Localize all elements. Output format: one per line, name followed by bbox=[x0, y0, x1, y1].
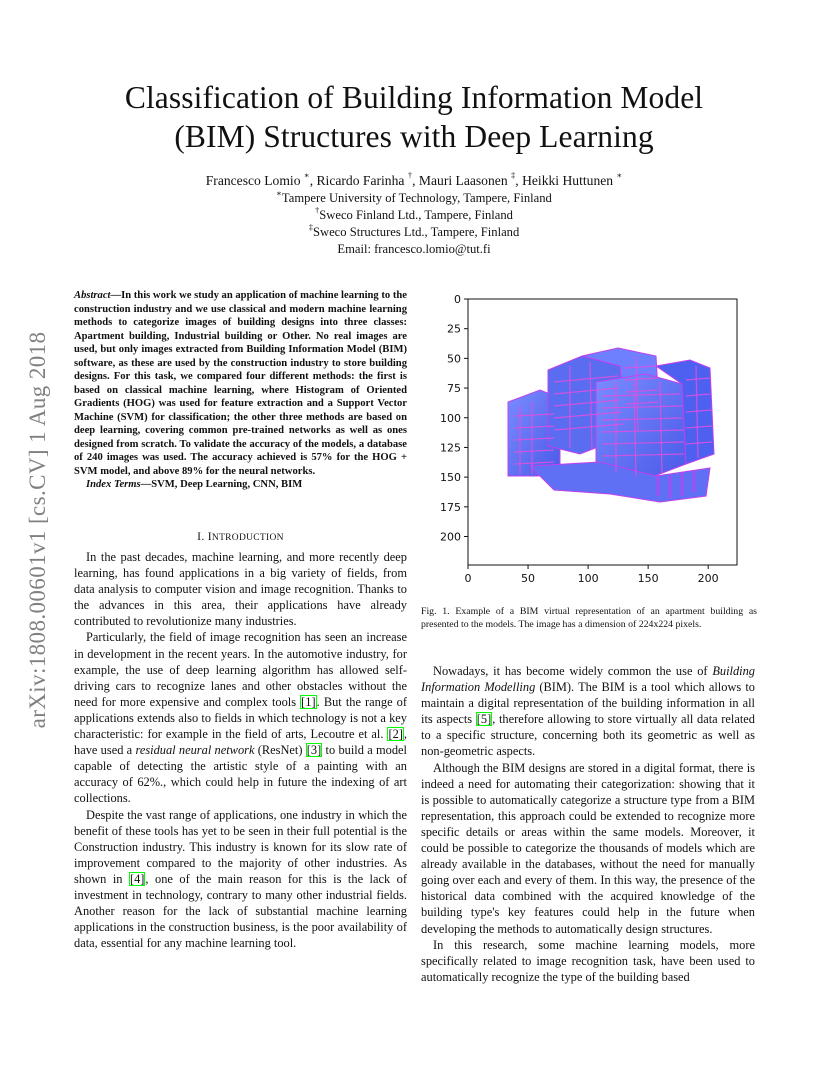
affiliation-text: Tampere University of Technology, Tampere, Finland bbox=[281, 191, 552, 205]
building-image bbox=[508, 348, 714, 502]
paragraph bbox=[421, 663, 755, 760]
paper-title bbox=[0, 78, 828, 156]
x-axis bbox=[465, 565, 719, 585]
affiliation bbox=[0, 187, 828, 207]
y-tick-label: 150 bbox=[440, 471, 461, 485]
y-tick-label: 75 bbox=[447, 382, 461, 396]
paragraph-text: , therefore allowing to store virtually all data related to a specific structure, concerning both its geometric as well as non-geometric aspects. bbox=[421, 712, 755, 759]
abstract-text: —In this work we study an application of machine learning to the construction industry and we use classical and modern machine learning methods to categorize images of building designs into three classes: Apartment building, Industrial building or Other. No real images are used, but only images extracted from Building Information Model (BIM) software, as these are used by the construction industry to store building designs. For this task, we compared four different methods: the first is based on classical machine learning, where Histogram of Oriented Gradients (HOG) was used for feature extraction and a Support Vector Machine (SVM) for classification; the other three methods are based on deep learning, covering common pre-trained networks as well as ones designed from scratch. To validate the accuracy of the models, a database of 240 images was used. The accuracy achieved is 57% for the HOG + SVM model, and above 89% for the neural networks. bbox=[74, 290, 407, 477]
affiliation-text: Sweco Structures Ltd., Tampere, Finland bbox=[312, 225, 520, 239]
citation-link[interactable]: [1] bbox=[301, 694, 316, 709]
x-tick-label: 50 bbox=[521, 572, 536, 585]
paragraph-text: (BIM). The BIM is a tool which allows to maintain a digital representation of the building information in all its aspects bbox=[421, 680, 755, 727]
affiliation-mark: ∗ bbox=[276, 187, 282, 198]
author-name: Mauri Laasonen bbox=[418, 173, 508, 188]
paragraph-text: (ResNet) bbox=[254, 743, 306, 758]
y-tick-label: 125 bbox=[440, 441, 461, 455]
citation-link[interactable]: [5] bbox=[476, 712, 492, 727]
affiliation bbox=[0, 204, 828, 224]
abstract bbox=[74, 289, 407, 492]
left-column-body bbox=[74, 549, 407, 951]
paragraph-text: , one of the main reason for this is the lack of investment in technology, contrary to many other industrial fields. Another reason for the lack of substantial machine learning applications in the construction business, is the poor availability of data, essential for any machine learning tool. bbox=[74, 871, 407, 951]
paragraph: In this research, some machine learning models, more specifically related to image recognition task, have been used to automatically recognize the type of the building based bbox=[421, 937, 755, 984]
index-terms-text: —SVM, Deep Learning, CNN, BIM bbox=[140, 479, 303, 490]
y-tick-label: 50 bbox=[447, 352, 461, 366]
paragraph bbox=[74, 807, 407, 952]
y-tick-label: 200 bbox=[440, 530, 461, 544]
x-tick-label: 100 bbox=[577, 572, 599, 585]
section-title-rest: NTRODUCTION bbox=[211, 533, 284, 543]
paragraph-text: to build a model capable of detecting the artistic style of a painting with an accuracy of 62%., which could help in future the indexing of art collections. bbox=[74, 743, 407, 806]
author-name: Heikki Huttunen bbox=[522, 173, 614, 188]
index-terms-label: Index Terms bbox=[86, 479, 141, 490]
affiliation-mark: ‡ bbox=[308, 221, 313, 232]
italic-term: residual neural network bbox=[135, 743, 255, 758]
paragraph bbox=[74, 629, 407, 806]
author-mark: † bbox=[407, 170, 413, 181]
email: Email: francesco.lomio@tut.fi bbox=[337, 242, 491, 256]
citation-link[interactable]: [2] bbox=[388, 727, 403, 742]
paragraph-text: Nowadays, it has become widely common the use of bbox=[433, 664, 713, 678]
author-mark: ∗ bbox=[303, 170, 310, 181]
arxiv-identifier: arXiv:1808.00601v1 [cs.CV] 1 Aug 2018 bbox=[25, 331, 50, 729]
figure-plot bbox=[420, 286, 780, 586]
x-tick-label: 150 bbox=[637, 572, 659, 585]
y-tick-label: 100 bbox=[440, 411, 461, 425]
author-mark: ‡ bbox=[511, 170, 516, 181]
affiliation bbox=[0, 221, 828, 241]
paragraph-text: Despite the vast range of applications, one industry in which the benefit of these tools has yet to be seen in their full potential is the Construction industry. This industry is known for its slow rate of improvement compared to the majority of other industries. As shown in bbox=[74, 807, 407, 886]
section-heading bbox=[74, 530, 407, 543]
x-tick-label: 200 bbox=[697, 572, 719, 585]
citation-link[interactable]: [4] bbox=[129, 871, 145, 886]
author-name: Francesco Lomio bbox=[205, 173, 301, 188]
figure-1 bbox=[420, 286, 780, 586]
affiliation-text: Sweco Finland Ltd., Tampere, Finland bbox=[319, 208, 513, 222]
abstract-label: Abstract bbox=[74, 290, 111, 301]
paragraph: In the past decades, machine learning, and more recently deep learning, has found applications in a big variety of fields, from data analysis to computer vision and image recognition. Thanks to the advances in this area, their applications have already contributed to revolutionize many industries. bbox=[74, 550, 407, 629]
section-title-initial: I bbox=[207, 530, 212, 543]
author-name: Ricardo Farinha bbox=[316, 173, 405, 188]
section-number: I. bbox=[197, 530, 205, 543]
paragraph: Although the BIM designs are stored in a digital format, there is indeed a need for automating their categorization: showing that it is possible to automatically categorize a structure type from a BIM representation, this approach could be extended to recognize more specific details or areas within the same models. Moreover, it could be possible to categorize the thousands of models which are already available in the databases, without the need for manually going over each and every of them. In this way, the presence of the historical data combined with the acquired knowledge of the building type's key features could help in the future when developing the methods to automatically design structures. bbox=[421, 760, 755, 936]
paragraph-text: . But the range of applications extends also to fields in which technology is not a key characteristic: for example in the field of arts, Lecoutre et al. bbox=[74, 694, 407, 742]
affiliation-mark: † bbox=[315, 204, 320, 215]
x-tick-label: 0 bbox=[464, 572, 472, 585]
author-list: Francesco Lomio ∗, Ricardo Farinha †, Mauri Laasonen ‡, Heikki Huttunen ∗ bbox=[205, 170, 623, 188]
y-tick-label: 25 bbox=[447, 322, 461, 336]
figure-caption: Fig. 1. Example of a BIM virtual representation of an apartment building as presented to the models. The image has a dimension of 224x224 pixels. bbox=[421, 606, 757, 630]
y-axis bbox=[440, 293, 468, 544]
title-line-1: Classification of Building Information Model bbox=[124, 80, 704, 115]
title-line-2: (BIM) Structures with Deep Learning bbox=[174, 119, 654, 154]
y-tick-label: 175 bbox=[440, 500, 461, 514]
author-mark: ∗ bbox=[616, 170, 623, 181]
citation-link[interactable]: [3] bbox=[306, 743, 322, 758]
paragraph-text: , have used a bbox=[74, 727, 407, 758]
right-column-body bbox=[421, 663, 755, 985]
italic-term: Building Information Modelling bbox=[421, 664, 755, 695]
paragraph-text: Particularly, the field of image recognition has seen an increase in development in the recent years. In the automotive industry, for example, the use of deep learning algorithm has allowed self-driving cars to recognize lanes and other obstacles without the need for more expensive and complex tools bbox=[74, 630, 407, 709]
y-tick-label: 0 bbox=[454, 293, 461, 306]
